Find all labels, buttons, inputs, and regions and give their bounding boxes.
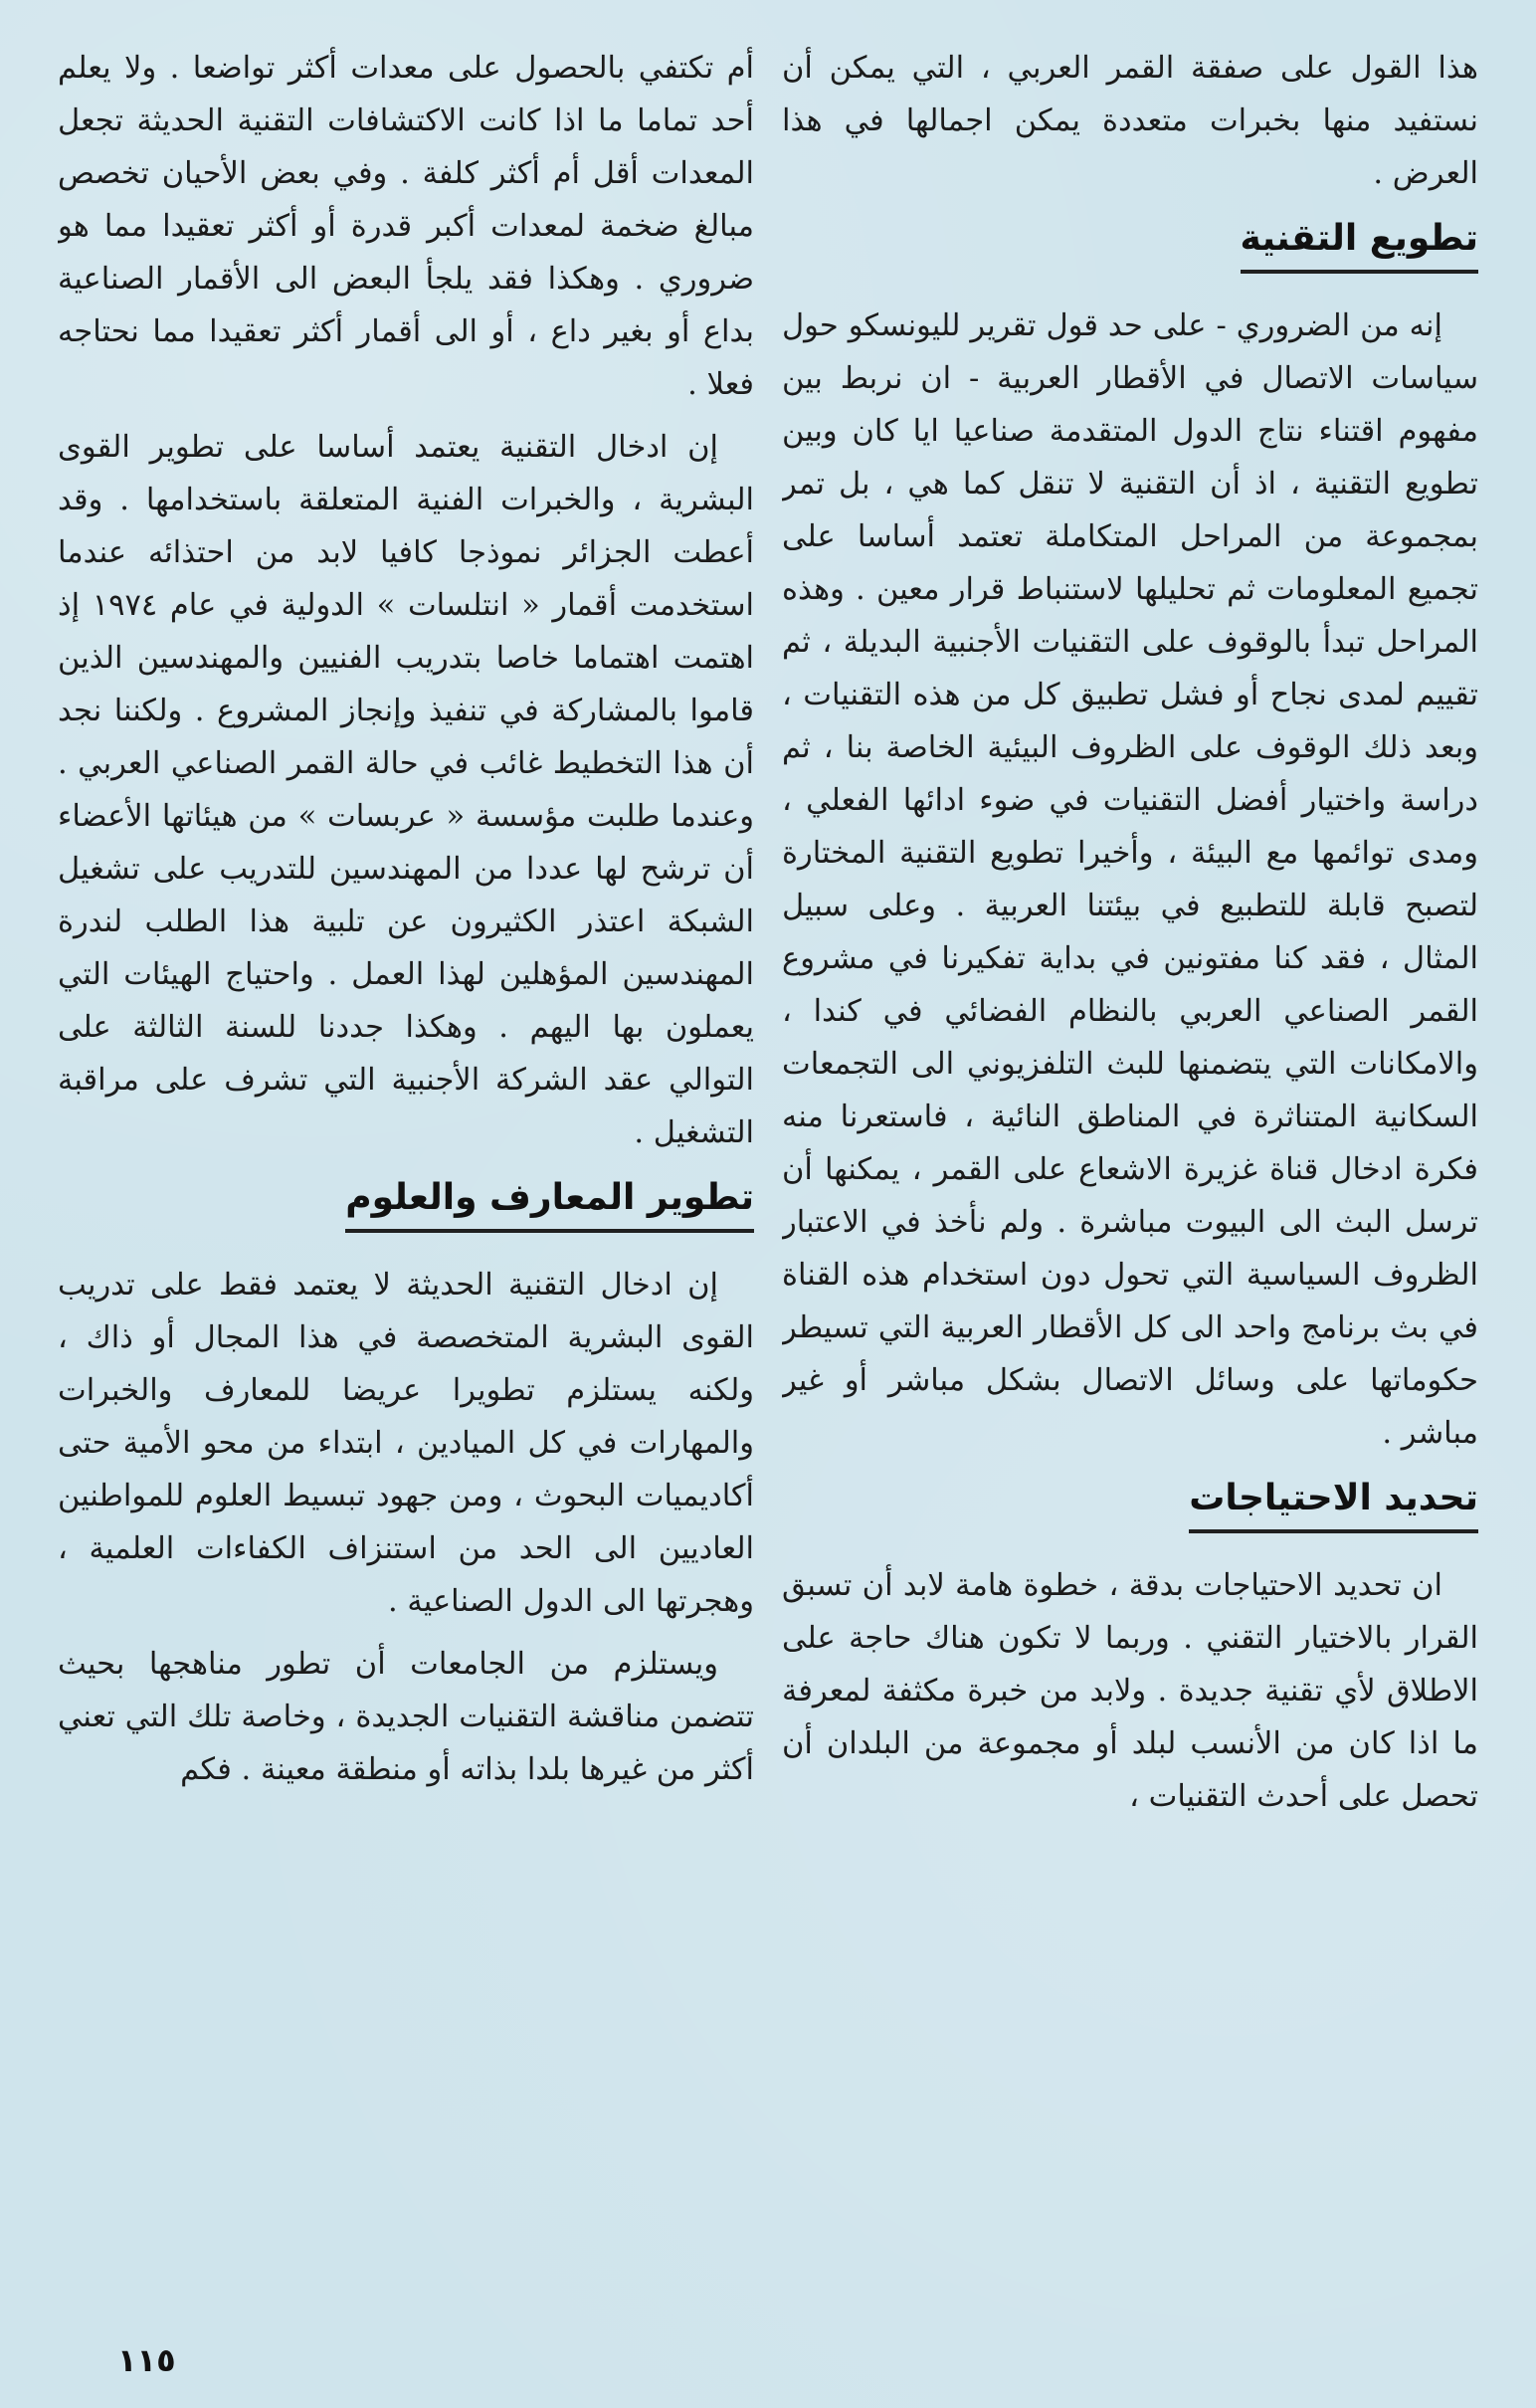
left-column (58, 42, 754, 2320)
section-heading-wrapper-knowledge-development (58, 1173, 754, 1233)
section-heading-wrapper-needs-assessment (782, 1474, 1478, 1533)
section-heading-technology-adaptation: تطويع التقنية (1241, 214, 1478, 274)
left-paragraph-3: إن ادخال التقنية الحديثة لا يعتمد فقط على تدريب القوى البشرية المتخصصة في هذا المجال أو ذاك ، ولكنه يستلزم تطويرا عريضا للمعارف والخبرات والمهارات في كل الميادين ، ابتداء من محو الأمية حتى أكاديميات البحوث ، ومن جهود تبسيط العلوم للمواطنين العاديين الى الحد من استنزاف الكفاءات العلمية ، وهجرتها الى الدول الصناعية . (58, 1268, 754, 1619)
intro-paragraph: هذا القول على صفقة القمر العربي ، التي يمكن أن نستفيد منها بخبرات متعددة يمكن اجمالها في هذا العرض . (782, 51, 1478, 191)
left-paragraph-4: ويستلزم من الجامعات أن تطور مناهجها بحيث تتضمن مناقشة التقنيات الجديدة ، وخاصة تلك التي تعني أكثر من غيرها بلدا بذاته أو منطقة معينة . فكم (58, 1647, 754, 1787)
left-paragraph-2: إن ادخال التقنية يعتمد أساسا على تطوير القوى البشرية ، والخبرات الفنية المتعلقة باستخدامها . وقد أعطت الجزائر نموذجا كافيا لابد من احتذائه عندما استخدمت أقمار « انتلسات » الدولية في عام ١٩٧٤ إذ اهتمت اهتماما خاصا بتدريب الفنيين والمهندسين الذين قاموا بالمشاركة في تنفيذ وإنجاز المشروع . ولكننا نجد أن هذا التخطيط غائب في حالة القمر الصناعي العربي . وعندما طلبت مؤسسة « عربسات » من هيئاتها الأعضاء أن ترشح لها عددا من المهندسين للتدريب على تشغيل الشبكة اعتذر الكثيرون عن تلبية هذا الطلب لندرة المهندسين المؤهلين لهذا العمل . واحتياج الهيئات التي يعملون بها اليهم . وهكذا جددنا للسنة الثالثة على التوالي عقد الشركة الأجنبية التي تشرف على مراقبة التشغيل . (58, 430, 754, 1150)
right-column (782, 42, 1478, 2320)
page-number: ١١٥ (117, 2341, 176, 2379)
needs-assessment-paragraph: ان تحديد الاحتياجات بدقة ، خطوة هامة لابد أن تسبق القرار بالاختيار التقني . وربما لا تكون هناك حاجة على الاطلاق لأي تقنية جديدة . ولابد من خبرة مكثفة لمعرفة ما اذا كان من الأنسب لبلد أو مجموعة من البلدان أن تحصل على أحدث التقنيات ، (782, 1568, 1478, 1814)
technology-adaptation-paragraph: إنه من الضروري - على حد قول تقرير لليونسكو حول سياسات الاتصال في الأقطار العربية - ان نربط بين مفهوم اقتناء نتاج الدول المتقدمة صناعيا ايا كان وبين تطويع التقنية ، اذ أن التقنية لا تنقل كما هي ، بل تمر بمجموعة من المراحل المتكاملة تعتمد أساسا على تجميع المعلومات ثم تحليلها لاستنباط قرار معين . وهذه المراحل تبدأ بالوقوف على التقنيات الأجنبية البديلة ، ثم تقييم لمدى نجاح أو فشل تطبيق كل من هذه التقنيات ، وبعد ذلك الوقوف على الظروف البيئية الخاصة بنا ، ثم دراسة واختيار أفضل التقنيات في ضوء ادائها الفعلي ، ومدى توائمها مع البيئة ، وأخيرا تطويع التقنية المختارة لتصبح قابلة للتطبيع في بيئتنا العربية . وعلى سبيل المثال ، فقد كنا مفتونين في بداية تفكيرنا في مشروع القمر الصناعي العربي بالنظام الفضائي في كندا ، والامكانات التي يتضمنها للبث التلفزيوني الى التجمعات السكانية المتناثرة في المناطق النائية ، فاستعرنا منه فكرة ادخال قناة غزيرة الاشعاع على القمر ، يمكنها أن ترسل البث الى البيوت مباشرة . ولم نأخذ في الاعتبار الظروف السياسية التي تحول دون استخدام هذه القناة في بث برنامج واحد الى كل الأقطار العربية التي تسيطر حكوماتها على وسائل الاتصال بشكل مباشر أو غير مباشر . (782, 308, 1478, 1451)
section-heading-knowledge-development: تطوير المعارف والعلوم (345, 1173, 754, 1233)
section-heading-needs-assessment: تحديد الاحتياجات (1189, 1474, 1478, 1533)
section-heading-wrapper-technology-adaptation (782, 214, 1478, 274)
left-paragraph-1: أم تكتفي بالحصول على معدات أكثر تواضعا . ولا يعلم أحد تماما ما اذا كانت الاكتشافات التقنية الحديثة تجعل المعدات أقل أم أكثر كلفة . وفي بعض الأحيان تخصص مبالغ ضخمة لمعدات أكبر قدرة أو أكثر تعقيدا مما هو ضروري . وهكذا فقد يلجأ البعض الى الأقمار الصناعية بداع أو بغير داع ، أو الى أقمار أكثر تعقيدا مما نحتاجه فعلا . (58, 51, 754, 402)
